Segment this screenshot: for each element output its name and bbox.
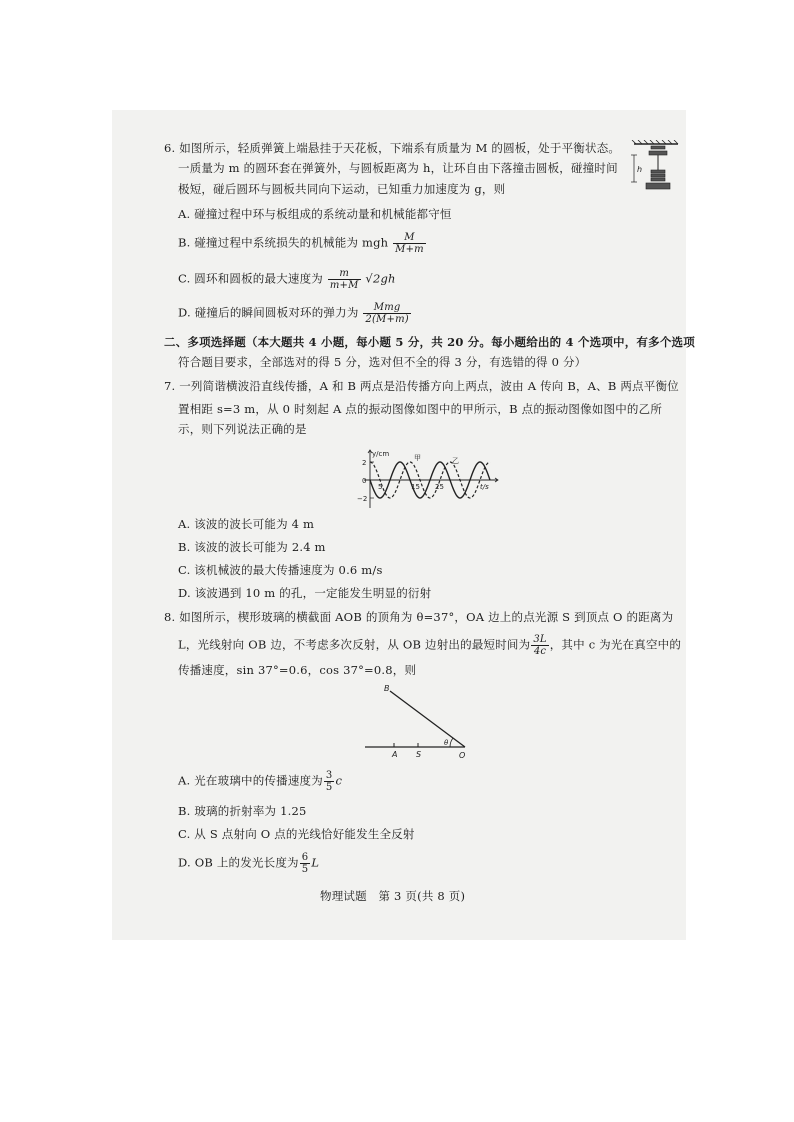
q8-stem-line2: L，光线射向 OB 边，不考虑多次反射，从 OB 边射出的最短时间为 $\frac{3L}{4c}$ ，其中 c 为光在真空中的	[178, 634, 682, 657]
q8-figure-label-a: A	[392, 750, 398, 759]
q8-stem-line3: 传播速度，sin 37°=0.6，cos 37°=0.8，则	[178, 663, 417, 677]
q7-option-c: C. 该机械波的最大传播速度为 0.6 m/s	[178, 563, 383, 577]
q7-graph-xlabel: t/s	[480, 483, 489, 491]
q6-option-c-fraction: $\frac{m}{m+M}$	[329, 268, 359, 291]
q8-option-c: C. 从 S 点射向 O 点的光线恰好能发生全反射	[178, 827, 415, 841]
q6-option-a: A. 碰撞过程中环与板组成的系统动量和机械能都守恒	[178, 207, 452, 221]
q6-option-d: D. 碰撞后的瞬间圆板对环的弹力为 $\frac{\text{Mmg}}{2(M+m)}$	[178, 302, 409, 325]
q7-graph-label-jia: 甲	[414, 454, 421, 462]
page-footer: 物理试题 第 3 页(共 8 页)	[320, 889, 466, 903]
q7-option-b: B. 该波的波长可能为 2.4 m	[178, 540, 326, 554]
q7-graph-ytick-2: 2	[362, 459, 367, 467]
q8-option-d: D. OB 上的发光长度为 $\frac{6}{5}$ L	[178, 852, 320, 875]
q8-option-b: B. 玻璃的折射率为 1.25	[178, 804, 307, 818]
q6-spring-figure	[626, 140, 682, 192]
q6-stem-line1: 6. 如图所示，轻质弹簧上端悬挂于天花板，下端系有质量为 M 的圆板，处于平衡状态。	[164, 141, 621, 155]
q8-option-d-fraction: $\frac{6}{5}$	[301, 852, 309, 875]
q6-figure-h-label: h	[637, 165, 643, 174]
q7-graph-ylabel: y/cm	[372, 450, 390, 458]
q8-option-a-fraction: $\frac{3}{5}$	[325, 770, 333, 793]
q7-graph-ytick-neg2: −2	[357, 495, 368, 503]
q6-stem-line3: 极短，碰后圆环与圆板共同向下运动，已知重力加速度为 g，则	[178, 182, 506, 196]
q7-graph-label-yi: 乙	[452, 457, 459, 465]
q8-figure-label-theta: θ	[444, 739, 449, 747]
q7-option-a: A. 该波的波长可能为 4 m	[178, 517, 315, 531]
q8-figure-label-b: B	[384, 684, 390, 693]
q6-option-c: C. 圆环和圆板的最大速度为 $\frac{m}{m+M}$ √2gh	[178, 268, 396, 291]
q8-stem-fraction: $\frac{3L}{4c}$	[533, 634, 547, 657]
q7-graph-xtick-25: 25	[435, 483, 444, 491]
q8-option-a: A. 光在玻璃中的传播速度为 $\frac{3}{5}$ c	[178, 770, 343, 793]
q7-graph-xtick-15: 15	[411, 483, 420, 491]
section2-header-line2: 符合题目要求，全部选对的得 5 分，选对但不全的得 3 分，有选错的得 0 分）	[178, 355, 587, 369]
q6-stem-line2: 一质量为 m 的圆环套在弹簧外，与圆板距离为 h，让环自由下落撞击圆板，碰撞时间	[178, 161, 618, 175]
q8-stem-line1: 8. 如图所示，楔形玻璃的横截面 AOB 的顶角为 θ=37°，OA 边上的点光源 S 到顶点 O 的距离为	[164, 610, 674, 624]
q8-wedge-figure	[360, 683, 480, 761]
section2-header-line1: 二、多项选择题（本大题共 4 小题，每小题 5 分，共 20 分。每小题给出的 4 个选项中，有多个选项	[164, 335, 695, 349]
q7-graph-xtick-5: 5	[378, 483, 383, 491]
q6-option-b-fraction: $\frac{M}{M+m}$	[395, 232, 424, 255]
q8-figure-label-s: S	[416, 750, 422, 759]
q6-option-d-fraction: $\frac{\text{Mmg}}{2(M+m)}$	[365, 302, 409, 325]
q7-graph-ytick-0: 0	[362, 477, 367, 485]
q7-option-d: D. 该波遇到 10 m 的孔，一定能发生明显的衍射	[178, 586, 432, 600]
q7-vibration-graph	[352, 448, 502, 510]
q7-stem-line1: 7. 一列简谐横波沿直线传播，A 和 B 两点是沿传播方向上两点，波由 A 传向 B，A、B 两点平衡位	[164, 379, 679, 393]
q7-stem-line2: 置相距 s=3 m，从 0 时刻起 A 点的振动图像如图中的甲所示，B 点的振动图像如图中的乙所	[178, 402, 663, 416]
q6-option-b: B. 碰撞过程中系统损失的机械能为 mgh $\frac{M}{M+m}$	[178, 232, 424, 255]
q8-figure-label-o: O	[459, 751, 466, 760]
q7-stem-line3: 示，则下列说法正确的是	[178, 422, 307, 436]
